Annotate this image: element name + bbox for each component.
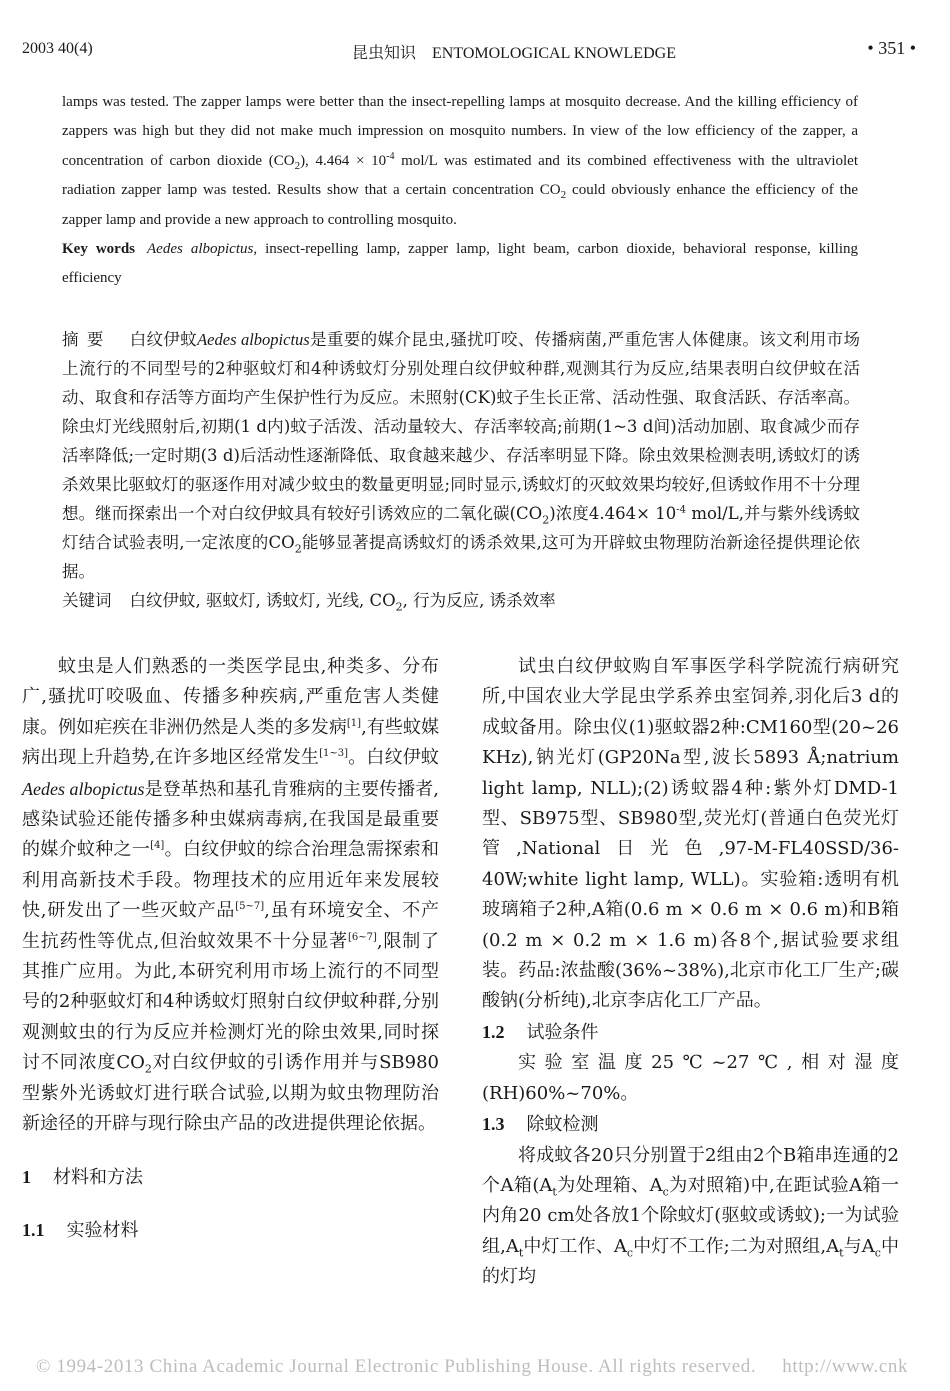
journal-title: 昆虫知识 ENTOMOLOGICAL KNOWLEDGE bbox=[352, 45, 676, 62]
section-heading-materials: 1.1 实验材料 bbox=[22, 1219, 139, 1241]
section-heading-materials-methods: 1 材料和方法 bbox=[22, 1166, 143, 1188]
english-abstract bbox=[62, 88, 858, 294]
detection-paragraph: 将成蚊各20只分别置于2组由2个B箱串连通的2个A箱($A_t$为处理箱、$A_c$为对照箱)中,在距试验A箱一内角20 cm处各放1个除蚊灯(驱蚊或诱蚊);一为试验组$,A_t$中灯工作、$A_c$中灯不工作;二为对照组$,A_t$与$A_c$中的灯均 bbox=[482, 1144, 899, 1288]
english-keywords: Key words Aedes albopictus, insect-repelling lamp, zapper lamp, light beam, carbon dioxide, behavioral response, killing efficiency bbox=[62, 241, 858, 287]
chinese-abstract bbox=[62, 325, 860, 615]
section-heading-detection: 1.3 除蚊检测 bbox=[482, 1114, 599, 1136]
english-abstract-text: lamps was tested. The zapper lamps were better than the insect-repelling lamps at mosquito decrease. And the killing efficiency of zappers was high but they did not make much impression on mosquito numbers. In view of the low efficiency of the zapper, a concentration of carbon dioxide $(CO_2)$, $4.464 \times 10^{-4}$ mol/L was estimated and its combined effectiveness with the ultraviolet radiation zapper lamp was tested. Results show that a certain concentration $CO_2$ could obviously enhance the efficiency of the zapper lamp and provide a new approach to controlling mosquito. bbox=[62, 94, 859, 228]
running-header bbox=[22, 38, 916, 68]
section-heading-conditions: 1.2 试验条件 bbox=[482, 1021, 599, 1043]
page-number: • 351 • bbox=[867, 38, 916, 58]
abstract-label: 摘要 bbox=[62, 330, 112, 349]
copyright-watermark: © 1994-2013 China Academic Journal Electronic Publishing House. All rights reserved. http://www.cnk bbox=[36, 1356, 909, 1377]
keywords-label: Key words bbox=[62, 241, 136, 258]
right-column bbox=[482, 652, 899, 1293]
introduction-paragraph: 蚊虫是人们熟悉的一类医学昆虫,种类多、分布广,骚扰叮咬吸血、传播多种疾病,严重危害人类健康。例如疟疾在非洲仍然是人类的多发病[1],有些蚊媒病出现上升趋势,在许多地区经常发生[1~3]。白纹伊蚊Aedes albopictus是登革热和基孔肯雅病的主要传播者,感染试验还能传播多种虫媒病毒病,在我国是最重要的媒介蚊种之一[4]。白纹伊蚊的综合治理急需探索和利用高新技术手段。物理技术的应用近年来发展较快,研发出了一些灭蚊产品[5~7],虽有环境安全、不产生抗药性等优点,但治蚊效果不十分显著[6~7],限制了其推广应用。为此,本研究利用市场上流行的不同型号的2种驱蚊灯和4种诱蚊灯照射白纹伊蚊种群,分别观测蚊虫的行为反应并检测灯光的除虫效果,同时探讨不同浓度$CO_2$对白纹伊蚊的引诱作用并与SB980型紫外光诱蚊灯进行联合试验,以期为蚊虫物理防治新途径的开辟与现行除虫产品的改进提供理论依据。 bbox=[22, 656, 440, 1135]
chinese-abstract-text: 摘要 白纹伊蚊Aedes albopictus是重要的媒介昆虫,骚扰叮咬、传播病菌,严重危害人体健康。该文利用市场上流行的不同型号的2种驱蚊灯和4种诱蚊灯分别处理白纹伊蚊种群,观测其行为反应,结果表明白纹伊蚊在活动、取食和存活等方面均产生保护性行为反应。未照射(CK)蚊子生长正常、活动性强、取食活跃、存活率高。除虫灯光线照射后,初期(1 d内)蚊子活泼、活动量较大、存活率较高;前期(1~3 d间)活动加剧、取食减少而存活率降低;一定时期(3 d)后活动性逐渐降低、取食越来越少、存活率明显下降。除虫效果检测表明,诱蚊灯的诱杀效果比驱蚊灯的驱逐作用对减少蚊虫的数量更明显;同时显示,诱蚊灯的灭蚊效果均较好,但诱蚊作用不十分理想。继而探索出一个对白纹伊蚊具有较好引诱效应的二氧化碳$(CO_2)$浓度$4.464\times 10^{-4}$ mol/L,并与紫外线诱蚊灯结合试验表明,一定浓度的$CO_2$能够显著提高诱蚊灯的诱杀效果,这可为开辟蚊虫物理防治新途径提供理论依据。 bbox=[62, 330, 861, 581]
materials-paragraph: 试虫白纹伊蚊购自军事医学科学院流行病研究所,中国农业大学昆虫学系养虫室饲养,羽化后3 d的成蚊备用。除虫仪(1)驱蚊器2种:CM160型(20~26 KHz),钠光灯(GP20Na型,波长5893 Å;natrium light lamp, NLL);(2)诱蚊器4种:紫外灯DMD-1型、SB975型、SB980型,荧光灯(普通白色荧光灯管,National日光色,97-M-FL40SSD/36-40W;white light lamp, WLL)。实验箱:透明有机玻璃箱子2种,A箱(0.6 m × 0.6 m × 0.6 m)和B箱(0.2 m × 0.2 m × 1.6 m)各8个,据试验要求组装。药品:浓盐酸(36%~38%),北京市化工厂生产;碳酸钠(分析纯),北京李店化工厂产品。 bbox=[482, 656, 899, 1012]
chinese-keywords-label: 关键词 bbox=[62, 591, 112, 610]
conditions-paragraph: 实验室温度25℃~27℃,相对湿度(RH)60%~70%。 bbox=[482, 1052, 899, 1104]
left-column bbox=[22, 652, 439, 1246]
journal-issue: 2003 40(4) bbox=[22, 40, 93, 57]
chinese-keywords: 关键词 白纹伊蚊, 驱蚊灯, 诱蚊灯, 光线, $CO_2$, 行为反应, 诱杀效率 bbox=[62, 591, 556, 614]
